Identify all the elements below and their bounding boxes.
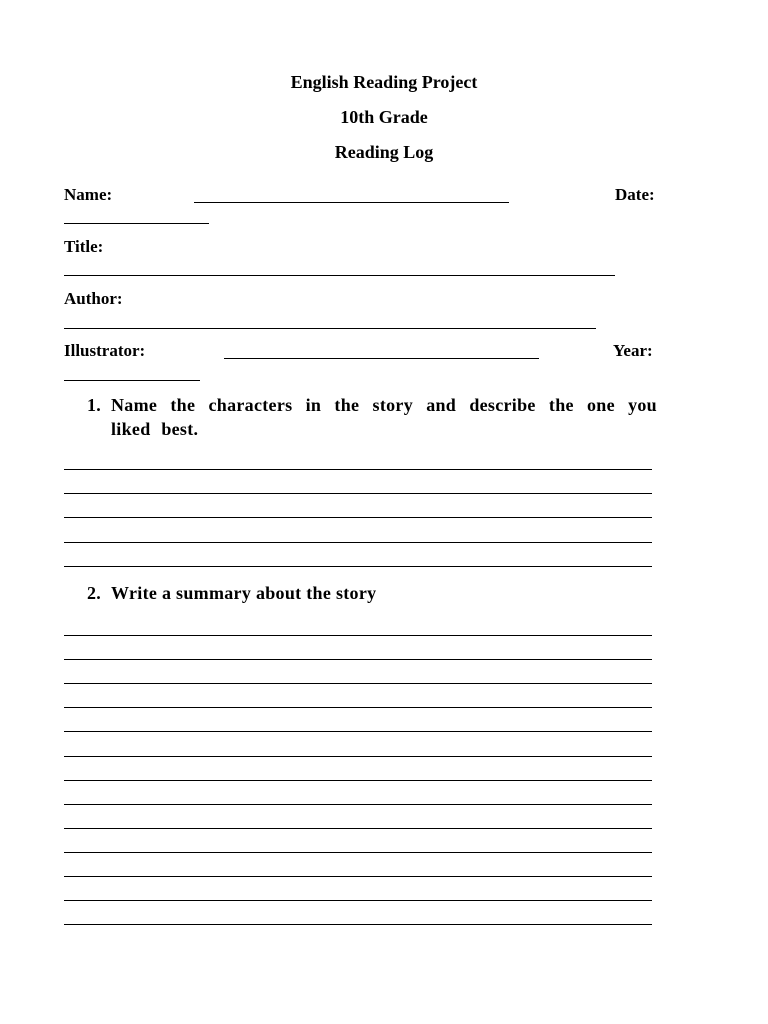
grade-heading: 10th Grade: [340, 107, 428, 127]
answer-line[interactable]: [64, 828, 652, 829]
answer-line[interactable]: [64, 517, 652, 518]
question-1-number: 1.: [87, 395, 102, 415]
answer-line[interactable]: [64, 469, 652, 470]
answer-line[interactable]: [64, 780, 652, 781]
author-label: Author:: [64, 289, 123, 308]
title-blank[interactable]: [64, 275, 615, 276]
illustrator-label: Illustrator:: [64, 341, 146, 360]
answer-line[interactable]: [64, 683, 652, 684]
reading-log-heading: Reading Log: [334, 142, 434, 162]
answer-line[interactable]: [64, 876, 652, 877]
answer-line[interactable]: [64, 542, 652, 543]
date-blank[interactable]: [64, 223, 209, 224]
answer-line[interactable]: [64, 731, 652, 732]
year-blank[interactable]: [64, 380, 200, 381]
author-blank[interactable]: [64, 328, 596, 329]
title-label: Title:: [64, 237, 104, 256]
illustrator-blank[interactable]: [224, 358, 539, 359]
question-1: [87, 393, 657, 441]
question-2-text: Write a summary about the story: [111, 583, 377, 603]
question-2: [87, 581, 657, 605]
answer-line[interactable]: [64, 635, 652, 636]
answer-line[interactable]: [64, 707, 652, 708]
year-label: Year:: [613, 341, 653, 360]
answer-line[interactable]: [64, 900, 652, 901]
question-2-number: 2.: [87, 583, 102, 603]
name-label: Name:: [64, 185, 113, 204]
answer-line[interactable]: [64, 756, 652, 757]
answer-line[interactable]: [64, 924, 652, 925]
date-label: Date:: [615, 185, 655, 204]
worksheet-title: English Reading Project: [290, 72, 478, 92]
answer-line[interactable]: [64, 493, 652, 494]
name-blank[interactable]: [194, 202, 509, 203]
answer-line[interactable]: [64, 566, 652, 567]
answer-line[interactable]: [64, 659, 652, 660]
answer-line[interactable]: [64, 804, 652, 805]
answer-line[interactable]: [64, 852, 652, 853]
question-1-text: Name the characters in the story and describe the one you liked best.: [111, 395, 657, 439]
